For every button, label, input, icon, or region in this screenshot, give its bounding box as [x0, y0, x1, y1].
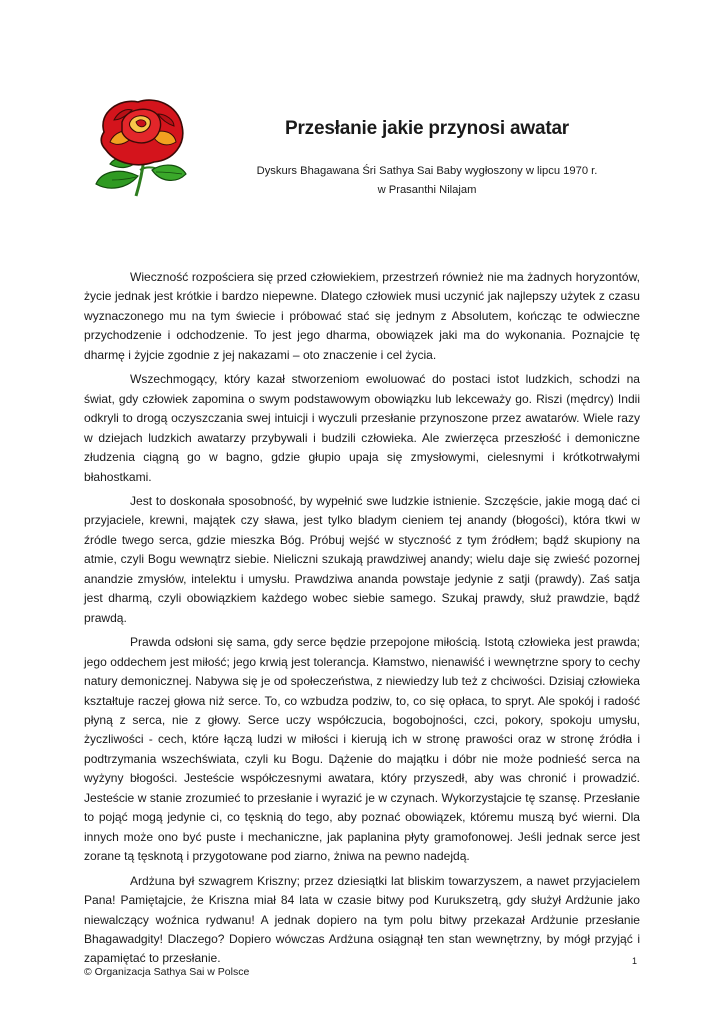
document-body [84, 268, 640, 974]
footer-copyright: © Organizacja Sathya Sai w Polsce [84, 966, 250, 978]
paragraph: Ardżuna był szwagrem Kriszny; przez dziesiątki lat bliskim towarzyszem, a nawet przyjacielem Pana! Pamiętajcie, że Kriszna miał 84 lata w czasie bitwy pod Kurukszetrą, gdy służył Ardżunie jako niewalczący woźnica rydwanu! A jednak dopiero na tym polu bitwy przekazał Ardżunie przesłanie Bhagawadgity! Dlaczego? Dopiero wówczas Ardżuna osiągnął ten stan wewnętrzny, by mógł przyjąć i zapamiętać to przesłanie. [84, 873, 640, 966]
subtitle-line: w Prasanthi Nilajam [377, 184, 477, 196]
paragraph: Wieczność rozpościera się przed człowiekiem, przestrzeń również nie ma żadnych horyzontów, życie jednak jest krótkie i bardzo niepewne. Dlatego człowiek musi uczynić jak najlepszy użytek z czasu wyznaczonego mu na tym świecie i próbować stać się jednym z Absolutem, kończąc te odwieczne przychodzenie i odchodzenie. To jest jego dharma, obowiązek jaki ma do wykonania. Poznajcie tę dharmę i żyjcie zgodnie z jej nakazami – oto znaczenie i cel życia. [84, 270, 640, 362]
paragraph: Prawda odsłoni się sama, gdy serce będzie przepojone miłością. Istotą człowieka jest prawda; jego oddechem jest miłość; jego krwią jest tolerancja. Kłamstwo, nienawiść i wewnętrzne spory to cechy natury demonicznej. Nabywa się je od społeczeństwa, z niewiedzy lub też z chciwości. Dzisiaj człowieka kształtuje raczej głowa niż serce. To, co wzbudza podziw, to, co się opłaca, to spryt. Ale spokój i radość płyną z serca, nie z głowy. Serce uczy współczucia, bogobojności, czci, pokory, spokoju umysłu, życzliwości - cech, które łączą ludzi w miłości i kierują ich w stronę prawości oraz w stronę źródła i podtrzymania wszechświata, czyli ku Bogu. Dążenie do majątku i dóbr nie może podnieść serca na wyżyny błogości. Jesteście współczesnymi awatara, który przyszedł, aby was chronić i prowadzić. Jesteście w stanie zrozumieć to przesłanie i wyrazić je w czynach. Wykorzystajcie tę szansę. Przesłanie to pojąć mogą jedynie ci, co tęsknią do tego, aby poznać obowiązek, któremu muszą być wierni. Dla innych może ono być puste i mechaniczne, jak paplanina płyty gramofonowej. Jeśli jednak serce jest zorane tą tęsknotą i przygotowane pod ziarno, żniwa na pewno nadejdą. [84, 635, 640, 864]
paragraph: Jest to doskonała sposobność, by wypełnić swe ludzkie istnienie. Szczęście, jakie mogą dać ci przyjaciele, krewni, majątek czy sława, jest tylko bladym cieniem tej anandy (błogości), która tkwi w źródle twego serca, gdzie mieszka Bóg. Próbuj wejść w styczność z tym źródłem; bądź skupiony na atmie, czyli Bogu wewnątrz siebie. Nieliczni szukają prawdziwej anandy; wielu daje się zwieść pozornej anandzie zmysłów, intelektu i umysłu. Prawdziwa ananda powstaje jedynie z satji (prawdy). Zaś satja jest dharmą, czyli obowiązkiem każdego wobec siebie samego. Szukaj prawdy, służ prawdzie, bądź prawdą. [84, 493, 640, 625]
rose-icon [92, 92, 190, 198]
document-title: Przesłanie jakie przynosi awatar [284, 118, 570, 139]
paragraph: Wszechmogący, który kazał stworzeniom ewoluować do postaci istot ludzkich, schodzi na świat, gdy człowiek zapomina o swym podstawowym obowiązku lub lekceważy go. Riszi (mędrcy) Indii odkryli to drogą oczyszczania swej intuicji i wyczuli przesłanie przynoszone przez awatarów. Wiele razy w dziejach ludzkich awatarzy przybywali i budzili człowieka. Ale zwierzęca przeszłość i demoniczne złudzenia ciągną go w bagno, gdzie głupio upaja się zmysłowymi, cielesnymi i krótkotrwałymi błahostkami. [84, 372, 640, 484]
document-subtitle [200, 162, 654, 200]
page-number: 1 [631, 956, 637, 966]
subtitle-line: Dyskurs Bhagawana Śri Sathya Sai Baby wygłoszony w lipcu 1970 r. [256, 165, 598, 177]
